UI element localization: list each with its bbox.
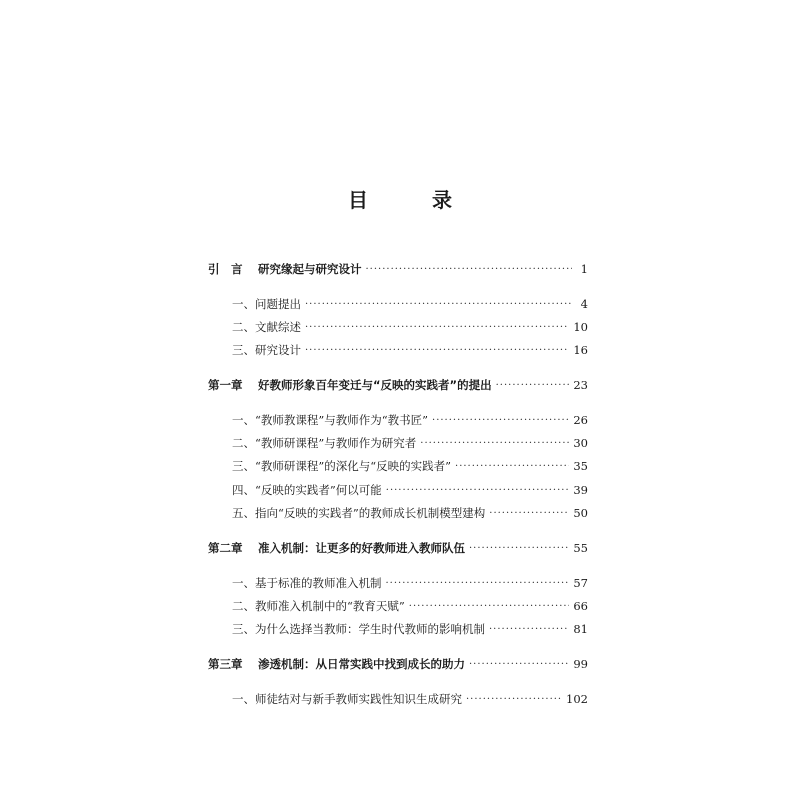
leader-dots bbox=[466, 694, 562, 705]
page-number: 50 bbox=[573, 506, 588, 520]
toc-section-row[interactable] bbox=[232, 621, 588, 637]
section-title: 三、为什么选择当教师：学生时代教师的影响机制 bbox=[232, 622, 485, 636]
leader-dots bbox=[469, 543, 569, 554]
toc-section-row[interactable] bbox=[232, 482, 588, 498]
page-number: 57 bbox=[573, 576, 588, 590]
toc-title: 目 录 bbox=[348, 188, 474, 212]
leader-dots bbox=[420, 438, 569, 449]
toc-section-row[interactable] bbox=[232, 412, 588, 428]
chapter-title: 好教师形象百年变迁与“反映的实践者”的提出 bbox=[258, 378, 492, 392]
page-number: 102 bbox=[566, 692, 588, 706]
page-number: 4 bbox=[580, 297, 588, 311]
toc-section-row[interactable] bbox=[232, 319, 588, 335]
page-number: 1 bbox=[580, 262, 588, 276]
page-number: 35 bbox=[573, 459, 588, 473]
leader-dots bbox=[432, 415, 569, 426]
chapter-head bbox=[208, 540, 465, 556]
chapter-label: 第二章 bbox=[208, 541, 243, 555]
chapter-head bbox=[208, 261, 362, 277]
leader-dots bbox=[496, 380, 570, 391]
section-title: 五、指向“反映的实践者”的教师成长机制模型建构 bbox=[232, 506, 486, 520]
chapter-head bbox=[208, 377, 492, 393]
toc-chapter-row[interactable] bbox=[208, 540, 588, 556]
toc-section-row[interactable] bbox=[232, 458, 588, 474]
chapter-label: 引 言 bbox=[208, 262, 243, 276]
page-number: 99 bbox=[573, 657, 588, 671]
leader-dots bbox=[386, 578, 570, 589]
section-title: 二、“教师研课程”与教师作为研究者 bbox=[232, 436, 417, 450]
page-number: 30 bbox=[573, 436, 588, 450]
page-number: 23 bbox=[573, 378, 588, 392]
page-number: 26 bbox=[573, 413, 588, 427]
leader-dots bbox=[305, 322, 569, 333]
toc-chapter-row[interactable] bbox=[208, 656, 588, 672]
section-title: 一、问题提出 bbox=[232, 297, 301, 311]
leader-dots bbox=[489, 508, 569, 519]
chapter-label: 第三章 bbox=[208, 657, 243, 671]
toc-section-row[interactable] bbox=[232, 691, 588, 707]
toc-section-row[interactable] bbox=[232, 598, 588, 614]
toc-section-row[interactable] bbox=[232, 505, 588, 521]
leader-dots bbox=[409, 601, 570, 612]
page-number: 81 bbox=[573, 622, 588, 636]
toc-section-row[interactable] bbox=[232, 575, 588, 591]
section-title: 二、文献综述 bbox=[232, 320, 301, 334]
page-number: 55 bbox=[573, 541, 588, 555]
page-number: 39 bbox=[573, 483, 588, 497]
section-title: 三、“教师研课程”的深化与“反映的实践者” bbox=[232, 459, 452, 473]
section-title: 一、“教师教课程”与教师作为“教书匠” bbox=[232, 413, 429, 427]
toc-chapter-row[interactable] bbox=[208, 261, 588, 277]
chapter-title: 研究缘起与研究设计 bbox=[258, 262, 362, 276]
toc-section-row[interactable] bbox=[232, 342, 588, 358]
leader-dots bbox=[366, 264, 573, 275]
leader-dots bbox=[489, 624, 569, 635]
page-number: 66 bbox=[573, 599, 588, 613]
leader-dots bbox=[386, 485, 570, 496]
section-title: 一、基于标准的教师准入机制 bbox=[232, 576, 382, 590]
section-title: 四、“反映的实践者”何以可能 bbox=[232, 483, 382, 497]
chapter-label: 第一章 bbox=[208, 378, 243, 392]
toc-chapter-row[interactable] bbox=[208, 377, 588, 393]
leader-dots bbox=[455, 461, 569, 472]
toc-section-row[interactable] bbox=[232, 435, 588, 451]
page-number: 10 bbox=[573, 320, 588, 334]
leader-dots bbox=[469, 659, 569, 670]
section-title: 三、研究设计 bbox=[232, 343, 301, 357]
chapter-title: 渗透机制：从日常实践中找到成长的助力 bbox=[258, 657, 465, 671]
section-title: 一、师徒结对与新手教师实践性知识生成研究 bbox=[232, 692, 462, 706]
leader-dots bbox=[305, 345, 569, 356]
page-number: 16 bbox=[573, 343, 588, 357]
toc-section-row[interactable] bbox=[232, 296, 588, 312]
leader-dots bbox=[305, 299, 572, 310]
section-title: 二、教师准入机制中的“教育天赋” bbox=[232, 599, 405, 613]
chapter-title: 准入机制：让更多的好教师进入教师队伍 bbox=[258, 541, 465, 555]
chapter-head bbox=[208, 656, 465, 672]
